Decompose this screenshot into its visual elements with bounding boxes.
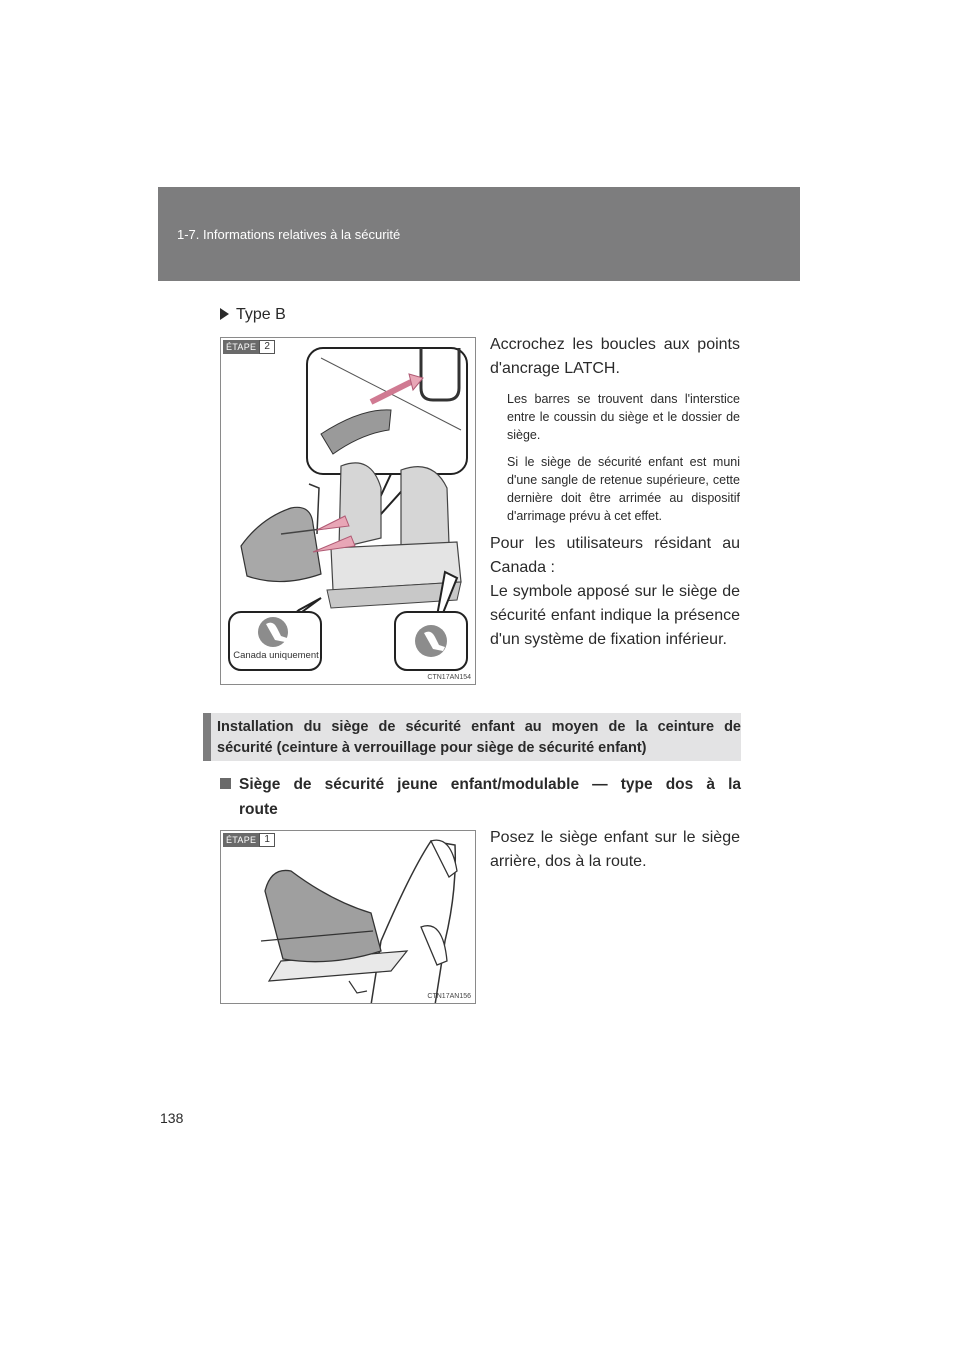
- type-b-heading: [220, 306, 286, 324]
- step-label: ÉTAPE: [223, 833, 259, 847]
- type-b-label: Type B: [236, 306, 286, 323]
- page-number: 138: [160, 1110, 184, 1126]
- figure-latch-anchors: [220, 337, 476, 685]
- step-number: 1: [259, 833, 275, 847]
- step-number: 2: [259, 340, 275, 354]
- subsection-heading: [220, 772, 741, 822]
- chapter-title: 1-7. Informations relatives à la sécurité: [177, 227, 401, 242]
- note-tether: Si le siège de sécurité enfant est muni d'une sangle de retenue supérieure, cette dernière doit être arrimée au dispositif d'arrimage prévu à cet effet.: [507, 455, 740, 523]
- instruction-text: Posez le siège enfant sur le siège arrière, dos à la route.: [490, 829, 740, 870]
- square-bullet-icon: [220, 778, 231, 789]
- latch-illustration: [221, 338, 476, 685]
- triangle-bullet-icon: [220, 308, 229, 320]
- step-badge: [223, 340, 275, 354]
- section-heading-box: [203, 713, 741, 761]
- subsection-line1: Siège de sécurité jeune enfant/modulable — type dos à la: [239, 776, 741, 793]
- canada-text: Le symbole apposé sur le siège de sécurité enfant indique la présence d'un système de fixation inférieur.: [490, 583, 740, 648]
- rear-facing-illustration: [221, 831, 476, 1004]
- latch-instructions: [490, 333, 740, 652]
- figure-code: CTN17AN156: [427, 993, 471, 1000]
- figure-rear-facing-seat: [220, 830, 476, 1004]
- section-title-line1: Installation du siège de sécurité enfant au moyen de la ceinture de: [217, 719, 741, 735]
- canada-only-label: Canada uniquement: [233, 650, 319, 661]
- step-label: ÉTAPE: [223, 340, 259, 354]
- canada-intro: Pour les utilisateurs résidant au Canada :: [490, 535, 740, 576]
- section-title-line2: sécurité (ceinture à verrouillage pour siège de sécurité enfant): [217, 740, 647, 756]
- subsection-line2: route: [239, 801, 278, 818]
- step-badge: [223, 833, 275, 847]
- header-band: [158, 187, 800, 281]
- note-bars: Les barres se trouvent dans l'interstice entre le coussin du siège et le dossier de siège.: [507, 392, 740, 442]
- rear-facing-instructions: [490, 826, 740, 874]
- section-title: [217, 717, 741, 759]
- instruction-text: Accrochez les boucles aux points d'ancrage LATCH.: [490, 336, 740, 377]
- figure-code: CTN17AN154: [427, 674, 471, 681]
